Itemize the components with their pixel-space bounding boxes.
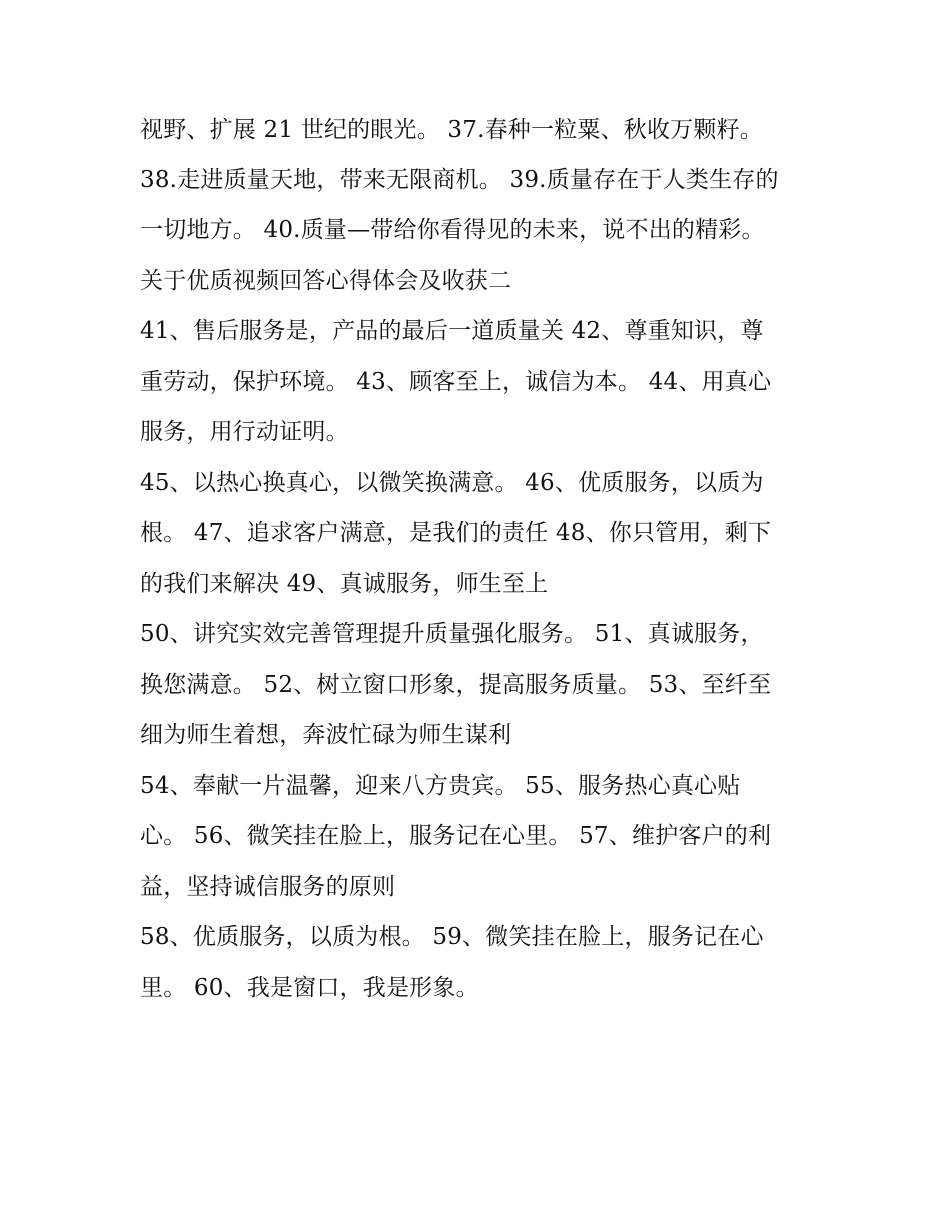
text-line: 45、以热心换真心，以微笑换满意。 46、优质服务，以质为 xyxy=(140,470,764,496)
text-line: 益，坚持诚信服务的原则 xyxy=(140,874,396,900)
text-line: 54、奉献一片温馨，迎来八方贵宾。 55、服务热心真心贴 xyxy=(140,773,741,799)
text-line: 58、优质服务，以质为根。 59、微笑挂在脸上，服务记在心 xyxy=(140,924,764,950)
section-heading: 关于优质视频回答心得体会及收获二 xyxy=(140,268,512,294)
text-line: 重劳动，保护环境。 43、顾客至上，诚信为本。 44、用真心 xyxy=(140,369,772,395)
text-line: 视野、扩展 21 世纪的眼光。 37.春种一粒粟、秋收万颗籽。 xyxy=(140,117,763,143)
text-line: 50、讲究实效完善管理提升质量强化服务。 51、真诚服务， xyxy=(140,621,764,647)
text-line: 的我们来解决 49、真诚服务，师生至上 xyxy=(140,571,549,597)
text-line: 里。 60、我是窗口，我是形象。 xyxy=(140,975,479,1001)
text-line: 服务，用行动证明。 xyxy=(140,419,349,445)
text-line: 41、售后服务是，产品的最后一道质量关 42、尊重知识，尊 xyxy=(140,318,764,344)
text-line: 心。 56、微笑挂在脸上，服务记在心里。 57、维护客户的利 xyxy=(140,823,772,849)
text-line: 38.走进质量天地，带来无限商机。 39.质量存在于人类生存的 xyxy=(140,167,779,193)
text-line: 一切地方。 40.质量—带给你看得见的未来，说不出的精彩。 xyxy=(140,217,765,243)
text-line: 换您满意。 52、树立窗口形象，提高服务质量。 53、至纤至 xyxy=(140,672,772,698)
text-line: 根。 47、追求客户满意，是我们的责任 48、你只管用，剩下 xyxy=(140,520,772,546)
text-line: 细为师生着想，奔波忙碌为师生谋利 xyxy=(140,722,512,748)
